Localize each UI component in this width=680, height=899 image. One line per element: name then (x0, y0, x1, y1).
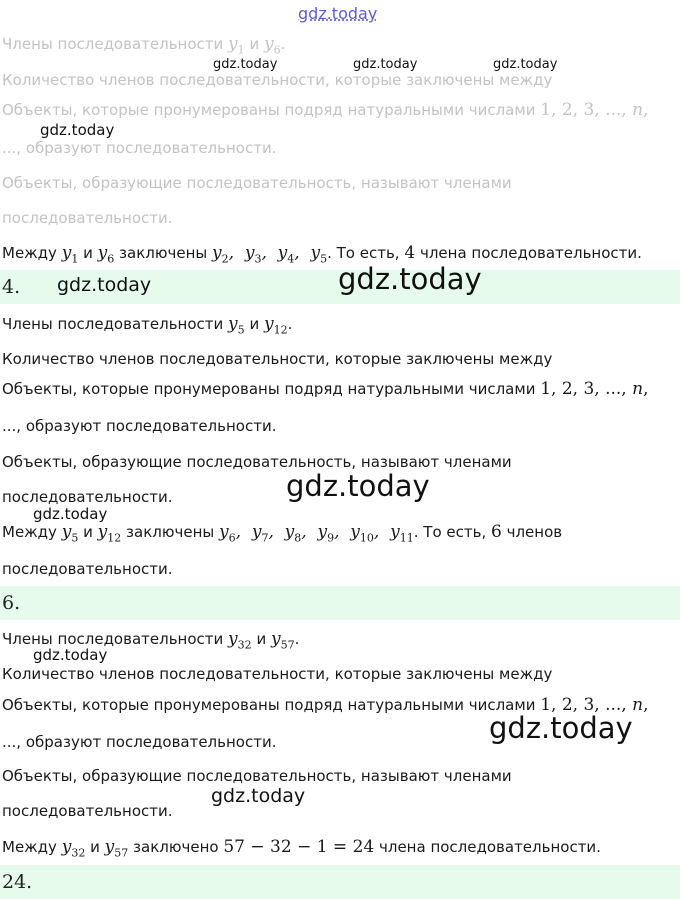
answer-band (0, 586, 680, 620)
watermark: gdz.today (489, 711, 633, 745)
watermark: gdz.today (493, 57, 558, 72)
objects-line: Объекты, которые пронумерованы подряд натуральными числами 1, 2, 3, ..., n, (2, 695, 649, 715)
objects-line-continued: ..., образуют последовательности. (2, 733, 277, 751)
between-line-continued: последовательности. (2, 560, 173, 578)
definition-line-continued: последовательности. (2, 209, 173, 227)
definition-line-continued: последовательности. (2, 802, 173, 820)
between-line: Между $y_5$ и $y_{12}$ заключены $y_6$, $y_7$, $y_8$, $y_9$, $y_{10}$, $y_{11}$. То есть, 6 членов (2, 522, 563, 545)
watermark: gdz.today (353, 57, 418, 72)
answer-value: 6. (2, 592, 21, 614)
members-line: Члены последовательности $y_5$ и $y_{12}$. (2, 314, 293, 337)
count-line: Количество членов последовательности, которые заключены между (2, 350, 553, 368)
count-line: Количество членов последовательности, которые заключены между (2, 71, 553, 89)
watermark: gdz.today (211, 785, 306, 807)
answer-value: 24. (2, 871, 33, 893)
members-line: Члены последовательности $y_{32}$ и $y_{57}$. (2, 629, 300, 652)
watermark: gdz.today (33, 505, 108, 523)
definition-line-continued: последовательности. (2, 488, 173, 506)
objects-line-continued: ..., образуют последовательности. (2, 139, 277, 157)
answer-band (0, 865, 680, 899)
definition-line: Объекты, образующие последовательность, называют членами (2, 453, 512, 471)
watermark: gdz.today (338, 262, 482, 296)
watermark-top: gdz.today (298, 4, 378, 23)
watermark: gdz.today (57, 274, 152, 296)
watermark: gdz.today (40, 121, 115, 139)
answer-value: 4. (2, 276, 21, 298)
between-line: Между $y_{32}$ и $y_{57}$ заключено 57 − 32 − 1 = 24 члена последовательности. (2, 837, 601, 860)
objects-line: Объекты, которые пронумерованы подряд натуральными числами 1, 2, 3, ..., n, (2, 100, 649, 120)
count-line: Количество членов последовательности, которые заключены между (2, 665, 553, 683)
watermark: gdz.today (286, 469, 430, 503)
objects-line: Объекты, которые пронумерованы подряд натуральными числами 1, 2, 3, ..., n, (2, 379, 649, 399)
between-line: Между $y_1$ и $y_6$ заключены $y_2$, $y_3$, $y_4$, $y_5$. То есть, 4 члена последовательности. (2, 243, 642, 266)
definition-line: Объекты, образующие последовательность, называют членами (2, 767, 512, 785)
objects-line-continued: ..., образуют последовательности. (2, 417, 277, 435)
watermark: gdz.today (213, 57, 278, 72)
members-line: Члены последовательности $y_1$ и $y_6$. (2, 34, 286, 57)
definition-line: Объекты, образующие последовательность, называют членами (2, 174, 512, 192)
watermark: gdz.today (33, 646, 108, 664)
